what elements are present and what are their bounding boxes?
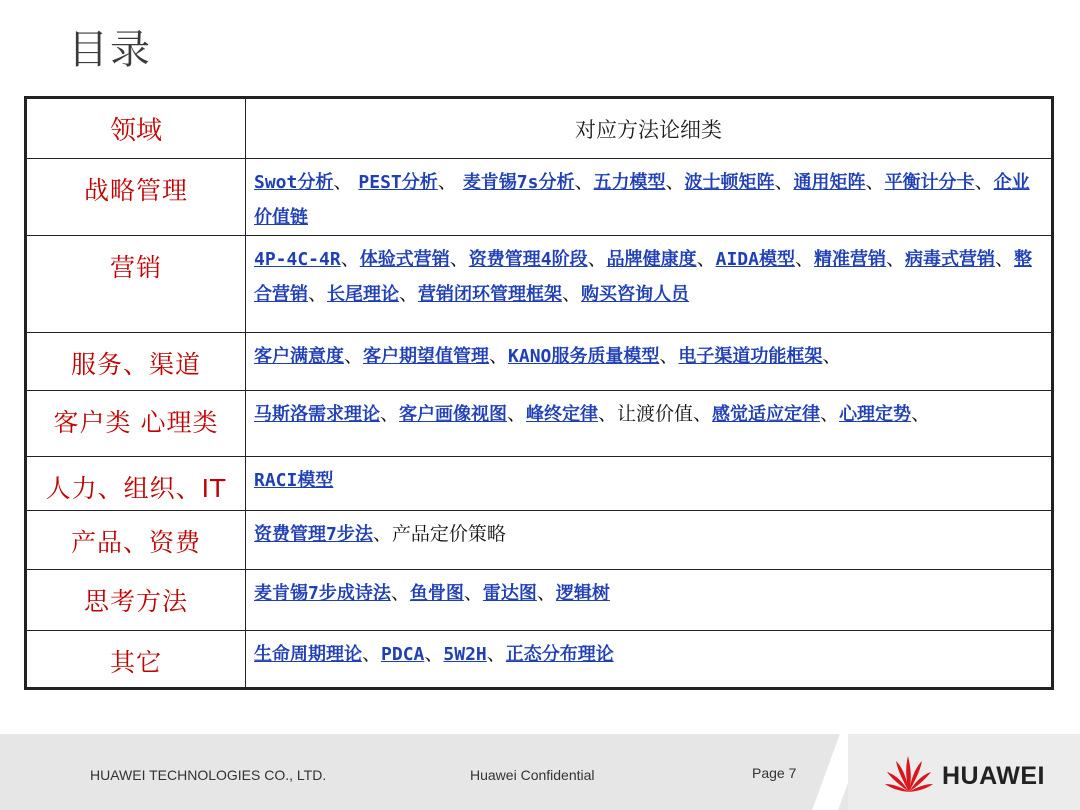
header-domain: 领域	[26, 98, 246, 159]
method-link[interactable]: 客户期望值管理	[363, 346, 490, 367]
method-link[interactable]: 波士顿矩阵	[684, 172, 775, 193]
method-separator: 、	[774, 171, 794, 193]
methods-cell	[246, 391, 1053, 457]
method-separator: 、	[507, 403, 527, 425]
method-separator: 、	[344, 345, 364, 367]
footer-page-number: Page 7	[752, 765, 797, 781]
method-link[interactable]: 病毒式营销	[905, 249, 995, 270]
footer-confidential: Huawei Confidential	[470, 767, 595, 783]
method-separator: 、	[437, 171, 463, 193]
domain-cell: 人力、组织、IT	[26, 457, 246, 511]
method-separator: 、	[308, 283, 328, 305]
method-link[interactable]: 资费管理7步法	[254, 524, 373, 545]
method-link[interactable]: 生命周期理论	[254, 644, 362, 665]
method-link[interactable]: RACI模型	[254, 470, 334, 491]
method-separator: 、	[380, 403, 400, 425]
method-separator: 、	[333, 171, 359, 193]
table-header-row	[26, 98, 1053, 159]
table-row	[26, 236, 1053, 333]
method-separator: 、	[974, 171, 994, 193]
method-separator: 、	[562, 283, 582, 305]
logo-petals	[885, 756, 933, 792]
method-separator: 、	[489, 345, 509, 367]
table-row	[26, 511, 1053, 570]
method-separator: 、产品定价策略	[372, 523, 506, 545]
method-separator: 、	[574, 171, 594, 193]
method-link[interactable]: 感觉适应定律	[712, 404, 821, 425]
method-link[interactable]: Swot分析	[254, 172, 334, 193]
methods-cell	[246, 511, 1053, 570]
header-methods: 对应方法论细类	[246, 98, 1053, 159]
footer-company: HUAWEI TECHNOLOGIES CO., LTD.	[90, 767, 327, 783]
table-row	[26, 159, 1053, 236]
method-link[interactable]: 雷达图	[482, 583, 537, 604]
domain-cell: 其它	[26, 631, 246, 689]
table-row	[26, 457, 1053, 511]
method-link[interactable]: 通用矩阵	[793, 172, 866, 193]
domain-cell: 服务、渠道	[26, 333, 246, 391]
domain-cell: 客户类 心理类	[26, 391, 246, 457]
footer-brand-name: HUAWEI	[942, 762, 1045, 790]
method-link[interactable]: 品牌健康度	[606, 249, 697, 270]
methodology-table	[24, 96, 1054, 690]
method-link[interactable]: 鱼骨图	[409, 583, 464, 604]
method-link[interactable]: 购买咨询人员	[581, 284, 690, 305]
method-link[interactable]: 客户画像视图	[399, 404, 508, 425]
method-separator: 、	[587, 248, 607, 270]
methods-cell	[246, 570, 1053, 631]
table-row	[26, 333, 1053, 391]
method-link[interactable]: 企业价值链	[254, 172, 1030, 228]
method-separator: 、	[390, 582, 410, 604]
method-separator: 、	[463, 582, 483, 604]
method-link[interactable]: PDCA	[381, 644, 425, 665]
domain-cell: 营销	[26, 236, 246, 333]
method-link[interactable]: 4P-4C-4R	[254, 249, 341, 270]
method-link[interactable]: 峰终定律	[526, 404, 599, 425]
method-link[interactable]: 长尾理论	[327, 284, 400, 305]
methods-cell	[246, 236, 1053, 333]
methods-cell	[246, 333, 1053, 391]
huawei-logo-icon	[884, 752, 934, 796]
method-separator: 、	[820, 403, 840, 425]
method-separator: 、	[399, 283, 419, 305]
method-separator: 、	[449, 248, 469, 270]
methods-cell	[246, 159, 1053, 236]
slide-title: 目录	[68, 27, 152, 73]
method-link[interactable]: 平衡计分卡	[884, 172, 975, 193]
table-row	[26, 570, 1053, 631]
method-separator: 、	[794, 248, 814, 270]
method-separator: 、	[885, 248, 905, 270]
method-link[interactable]: 整合营销	[254, 249, 1033, 305]
method-separator: 、	[822, 345, 842, 367]
method-separator: 、	[865, 171, 885, 193]
method-link[interactable]: PEST分析	[358, 172, 438, 193]
table-row	[26, 391, 1053, 457]
method-separator: 、	[665, 171, 685, 193]
method-separator: 、	[340, 248, 360, 270]
method-separator: 、	[362, 643, 382, 665]
method-link[interactable]: 营销闭环管理框架	[418, 284, 563, 305]
method-separator: 、	[696, 248, 716, 270]
method-link[interactable]: 5W2H	[443, 644, 487, 665]
domain-cell: 思考方法	[26, 570, 246, 631]
method-link[interactable]: 逻辑树	[555, 583, 610, 604]
domain-cell: 产品、资费	[26, 511, 246, 570]
method-link[interactable]: 精准营销	[813, 249, 886, 270]
method-link[interactable]: 心理定势	[839, 404, 912, 425]
method-link[interactable]: KANO服务质量模型	[508, 346, 660, 367]
method-link[interactable]: 体验式营销	[359, 249, 450, 270]
method-link[interactable]: 五力模型	[593, 172, 666, 193]
domain-cell: 战略管理	[26, 159, 246, 236]
method-separator: 、	[424, 643, 444, 665]
method-separator: 、	[659, 345, 679, 367]
method-link[interactable]: AIDA模型	[715, 249, 795, 270]
method-link[interactable]: 麦肯锡7s分析	[462, 172, 575, 193]
method-separator: 、	[536, 582, 556, 604]
method-link[interactable]: 客户满意度	[254, 346, 344, 367]
table-row	[26, 631, 1053, 689]
method-link[interactable]: 正态分布理论	[505, 644, 614, 665]
method-link[interactable]: 马斯洛需求理论	[254, 404, 380, 425]
methods-cell	[246, 457, 1053, 511]
method-separator: 、	[995, 248, 1015, 270]
method-link[interactable]: 资费管理4阶段	[468, 249, 588, 270]
method-link[interactable]: 麦肯锡7步成诗法	[254, 583, 391, 604]
methods-cell	[246, 631, 1053, 689]
method-separator: 、	[911, 403, 931, 425]
method-separator: 、让渡价值、	[598, 403, 713, 425]
method-link[interactable]: 电子渠道功能框架	[678, 346, 823, 367]
method-separator: 、	[486, 643, 506, 665]
